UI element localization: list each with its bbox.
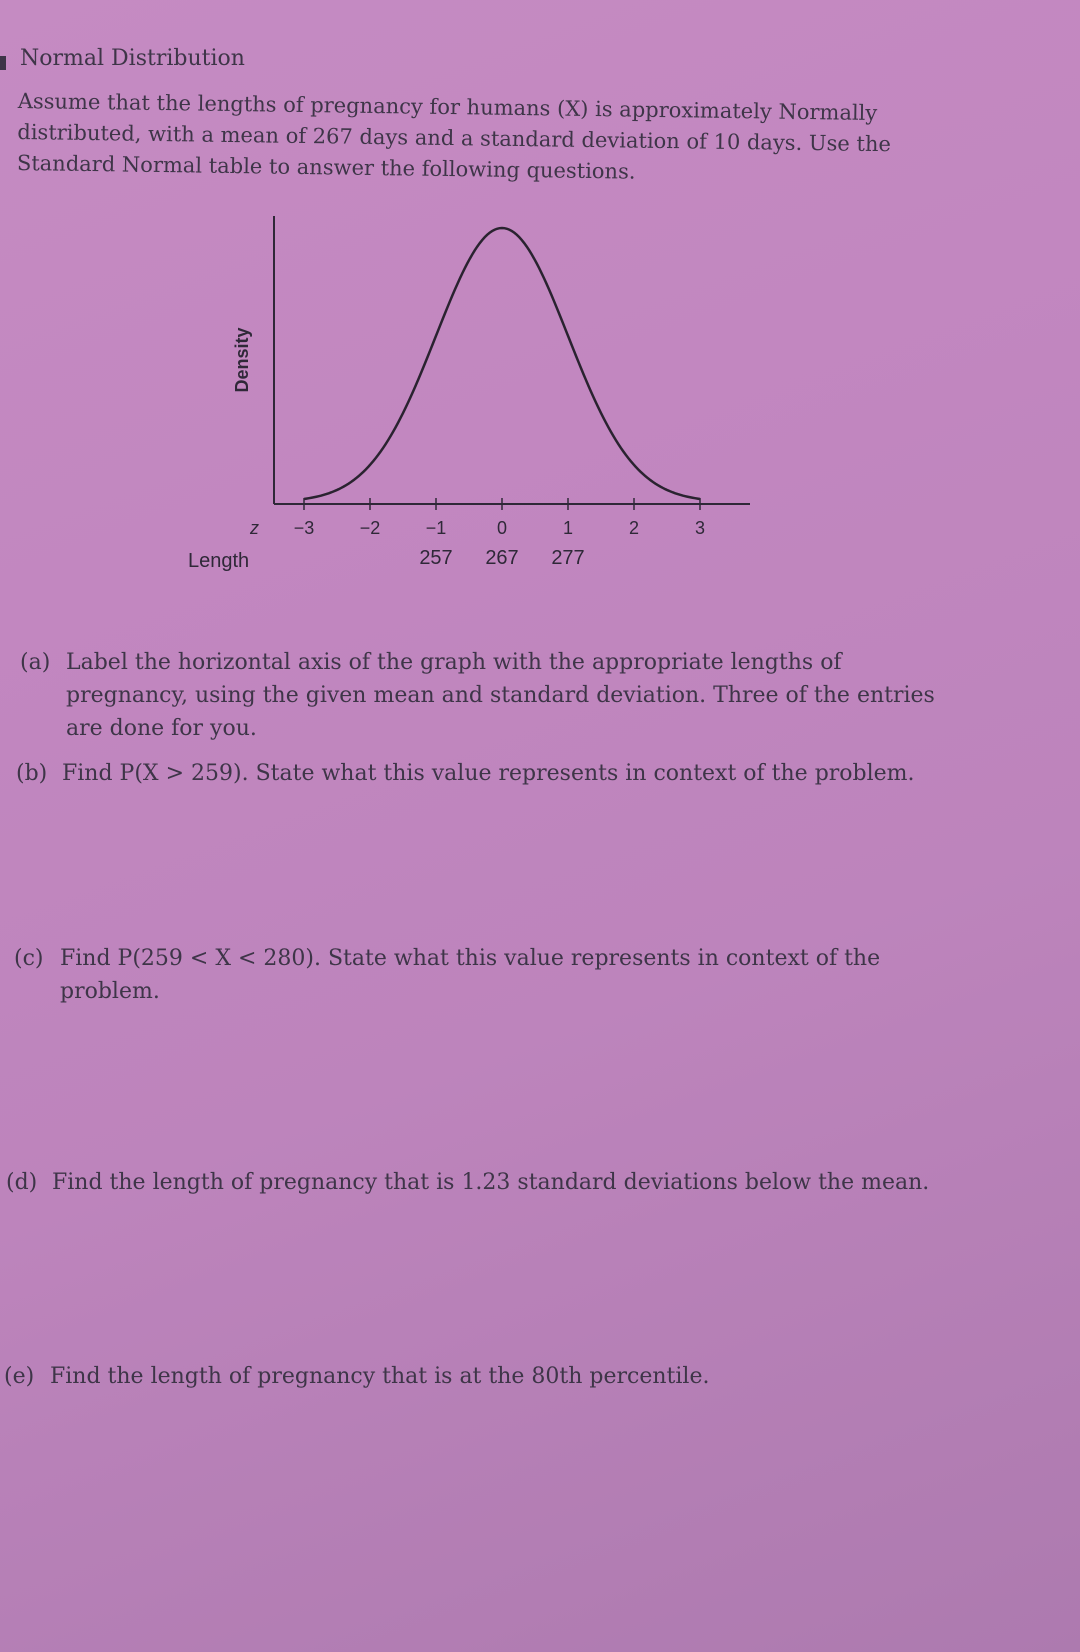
intro-line: Assume that the lengths of pregnancy for humans (X) is approximately Normally bbox=[17, 88, 878, 125]
question-c bbox=[14, 942, 880, 1008]
question-line: problem. bbox=[60, 979, 160, 1004]
length-tick-label: 267 bbox=[485, 547, 519, 569]
y-axis-title: Density bbox=[232, 327, 252, 393]
z-tick-label: 2 bbox=[628, 518, 640, 538]
question-label: (b) bbox=[16, 761, 48, 786]
density-curve bbox=[304, 228, 700, 499]
question-label: (d) bbox=[6, 1170, 38, 1195]
x-axis-ticks bbox=[294, 498, 705, 569]
length-tick-label: 257 bbox=[419, 547, 453, 569]
length-tick-label: 277 bbox=[551, 547, 585, 569]
question-line: Find the length of pregnancy that is 1.23 standard deviations below the mean. bbox=[52, 1170, 930, 1195]
question-b bbox=[16, 757, 915, 790]
question-line: are done for you. bbox=[66, 716, 257, 741]
length-axis-prefix: Length bbox=[188, 550, 250, 572]
question-line: Find P(259 < X < 280). State what this value represents in context of the bbox=[60, 946, 881, 971]
z-tick-label: 0 bbox=[496, 518, 508, 538]
question-label: (e) bbox=[4, 1364, 35, 1389]
question-line: Label the horizontal axis of the graph with the appropriate lengths of bbox=[66, 650, 842, 675]
question-e bbox=[4, 1360, 709, 1393]
intro-paragraph bbox=[17, 86, 1018, 193]
question-line: Find the length of pregnancy that is at the 80th percentile. bbox=[50, 1364, 710, 1389]
intro-line: Standard Normal table to answer the following questions. bbox=[16, 150, 636, 184]
z-tick-label: 1 bbox=[562, 518, 574, 538]
z-tick-label: −2 bbox=[359, 518, 381, 538]
section-title: Normal Distribution bbox=[20, 46, 245, 71]
question-line: Find P(X > 259). State what this value represents in context of the problem. bbox=[62, 761, 915, 786]
question-label: (c) bbox=[14, 946, 44, 971]
normal-curve-chart bbox=[170, 200, 770, 580]
z-tick-label: 3 bbox=[694, 518, 706, 538]
section-marker bbox=[0, 56, 6, 70]
z-axis-prefix: z bbox=[250, 518, 259, 538]
question-a bbox=[20, 646, 935, 745]
question-line: pregnancy, using the given mean and standard deviation. Three of the entries bbox=[66, 683, 935, 708]
z-tick-label: −3 bbox=[293, 518, 315, 538]
z-tick-label: −1 bbox=[425, 518, 447, 538]
question-d bbox=[6, 1166, 929, 1199]
question-label: (a) bbox=[20, 650, 51, 675]
intro-line: distributed, with a mean of 267 days and a standard deviation of 10 days. Use the bbox=[17, 119, 892, 157]
